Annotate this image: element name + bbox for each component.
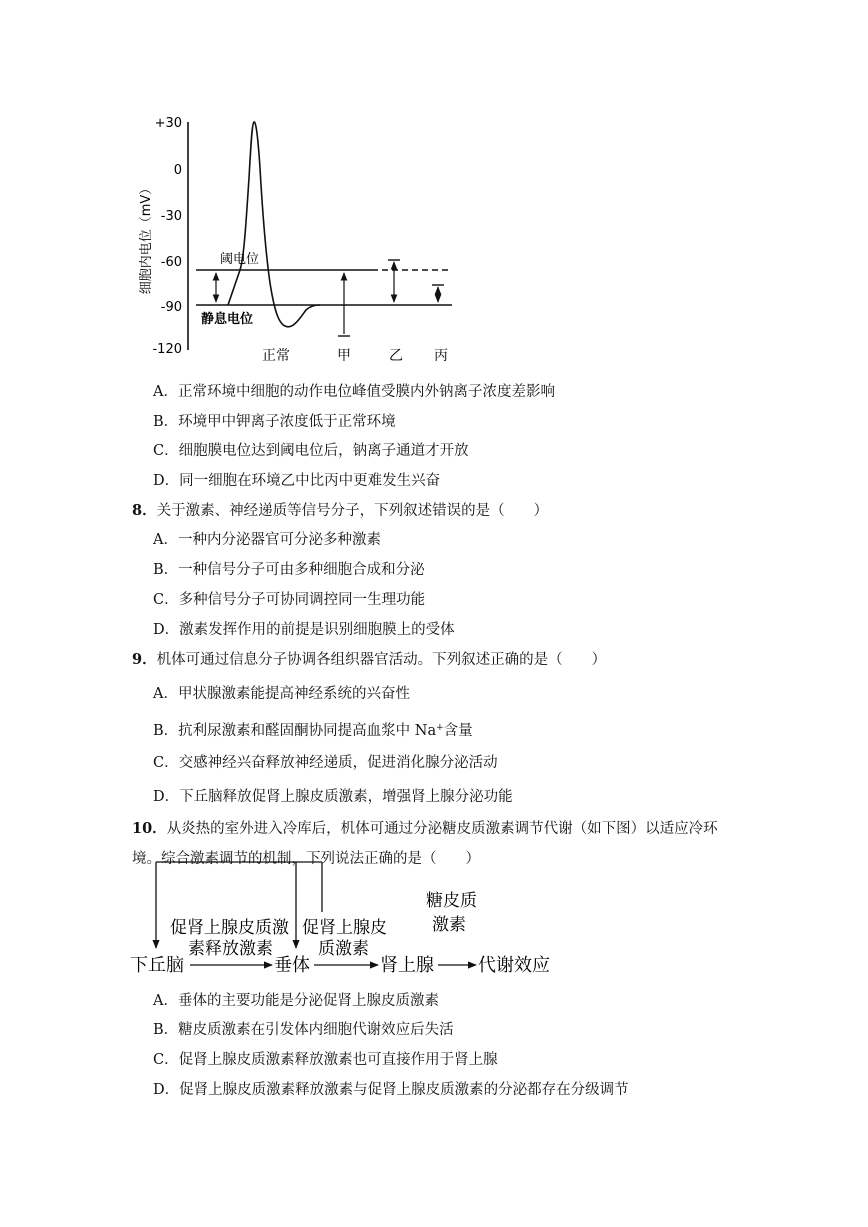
- resting-label: 静息电位: [201, 312, 254, 327]
- action-potential-curve: [228, 122, 320, 327]
- y-tick-label: -120: [152, 342, 182, 357]
- node-metabolic-effect: 代谢效应: [478, 955, 550, 976]
- y-tick-label: 0: [173, 163, 182, 178]
- y-axis-title: 细胞内电位（mV）: [139, 181, 154, 295]
- q8-option-a: A．一种内分泌器官可分泌多种激素: [153, 532, 381, 548]
- q10-option-c: C．促肾上腺皮质激素释放激素也可直接作用于肾上腺: [153, 1052, 498, 1068]
- q9-option-a: A．甲状腺激素能提高神经系统的兴奋性: [153, 686, 410, 702]
- q7-option-b: B．环境甲中钾离子浓度低于正常环境: [153, 414, 396, 430]
- q7-option-d: D．同一细胞在环境乙中比丙中更难发生兴奋: [153, 473, 441, 489]
- membrane-potential-figure: [120, 108, 480, 370]
- hormone-flow-diagram: [122, 858, 582, 988]
- arrow2-label-line1: 促肾上腺皮: [302, 918, 387, 938]
- arrow3-label-line1: 糖皮质: [426, 891, 477, 911]
- arrow3-label-line2: 激素: [432, 915, 466, 935]
- q9-stem: 9．机体可通过信息分子协调各组织器官活动。下列叙述正确的是（ ）: [132, 651, 607, 668]
- q10-stem-line2: 境。综合激素调节的机制，下列说法正确的是（ ）: [132, 851, 480, 867]
- x-label-yi: 乙: [389, 348, 403, 364]
- q7-option-a: A．正常环境中细胞的动作电位峰值受膜内外钠离子浓度差影响: [153, 384, 555, 400]
- y-tick-label: -30: [160, 209, 182, 224]
- q10-option-a: A．垂体的主要功能是分泌促肾上腺皮质激素: [153, 993, 439, 1009]
- q8-option-c: C．多种信号分子可协同调控同一生理功能: [153, 592, 426, 608]
- node-pituitary: 垂体: [274, 955, 310, 976]
- q9-option-b: B．抗利尿激素和醛固酮协同提高血浆中 Na+含量: [153, 723, 473, 739]
- q8-option-d: D．激素发挥作用的前提是识别细胞膜上的受体: [153, 622, 455, 638]
- q10-option-d: D．促肾上腺皮质激素释放激素与促肾上腺皮质激素的分泌都存在分级调节: [153, 1082, 629, 1098]
- x-label-bing: 丙: [434, 348, 448, 364]
- x-label-jia: 甲: [337, 348, 351, 364]
- arrow1-label-line2: 素释放激素: [188, 939, 273, 959]
- threshold-label: 阈电位: [220, 252, 260, 267]
- node-adrenal: 肾上腺: [380, 955, 434, 976]
- q9-option-d: D．下丘脑释放促肾上腺皮质激素，增强肾上腺分泌功能: [153, 789, 513, 805]
- arrow2-label-line2: 质激素: [318, 939, 369, 959]
- q9-option-c: C．交感神经兴奋释放神经递质，促进消化腺分泌活动: [153, 755, 498, 771]
- node-hypothalamus: 下丘脑: [130, 955, 184, 976]
- q10-stem: 10．从炎热的室外进入冷库后，机体可通过分泌糖皮质激素调节代谢（如下图）以适应冷环: [132, 820, 718, 837]
- q10-option-b: B．糖皮质激素在引发体内细胞代谢效应后失活: [153, 1022, 454, 1038]
- y-tick-label: -90: [160, 300, 182, 315]
- y-tick-label: -60: [160, 255, 182, 270]
- y-tick-label: +30: [154, 116, 182, 131]
- q8-option-b: B．一种信号分子可由多种细胞合成和分泌: [153, 562, 425, 578]
- x-label-normal: 正常: [262, 348, 290, 364]
- q7-option-c: C．细胞膜电位达到阈电位后，钠离子通道才开放: [153, 443, 469, 459]
- q8-stem: 8．关于激素、神经递质等信号分子，下列叙述错误的是（ ）: [132, 502, 549, 519]
- arrow1-label-line1: 促肾上腺皮质激: [170, 918, 289, 938]
